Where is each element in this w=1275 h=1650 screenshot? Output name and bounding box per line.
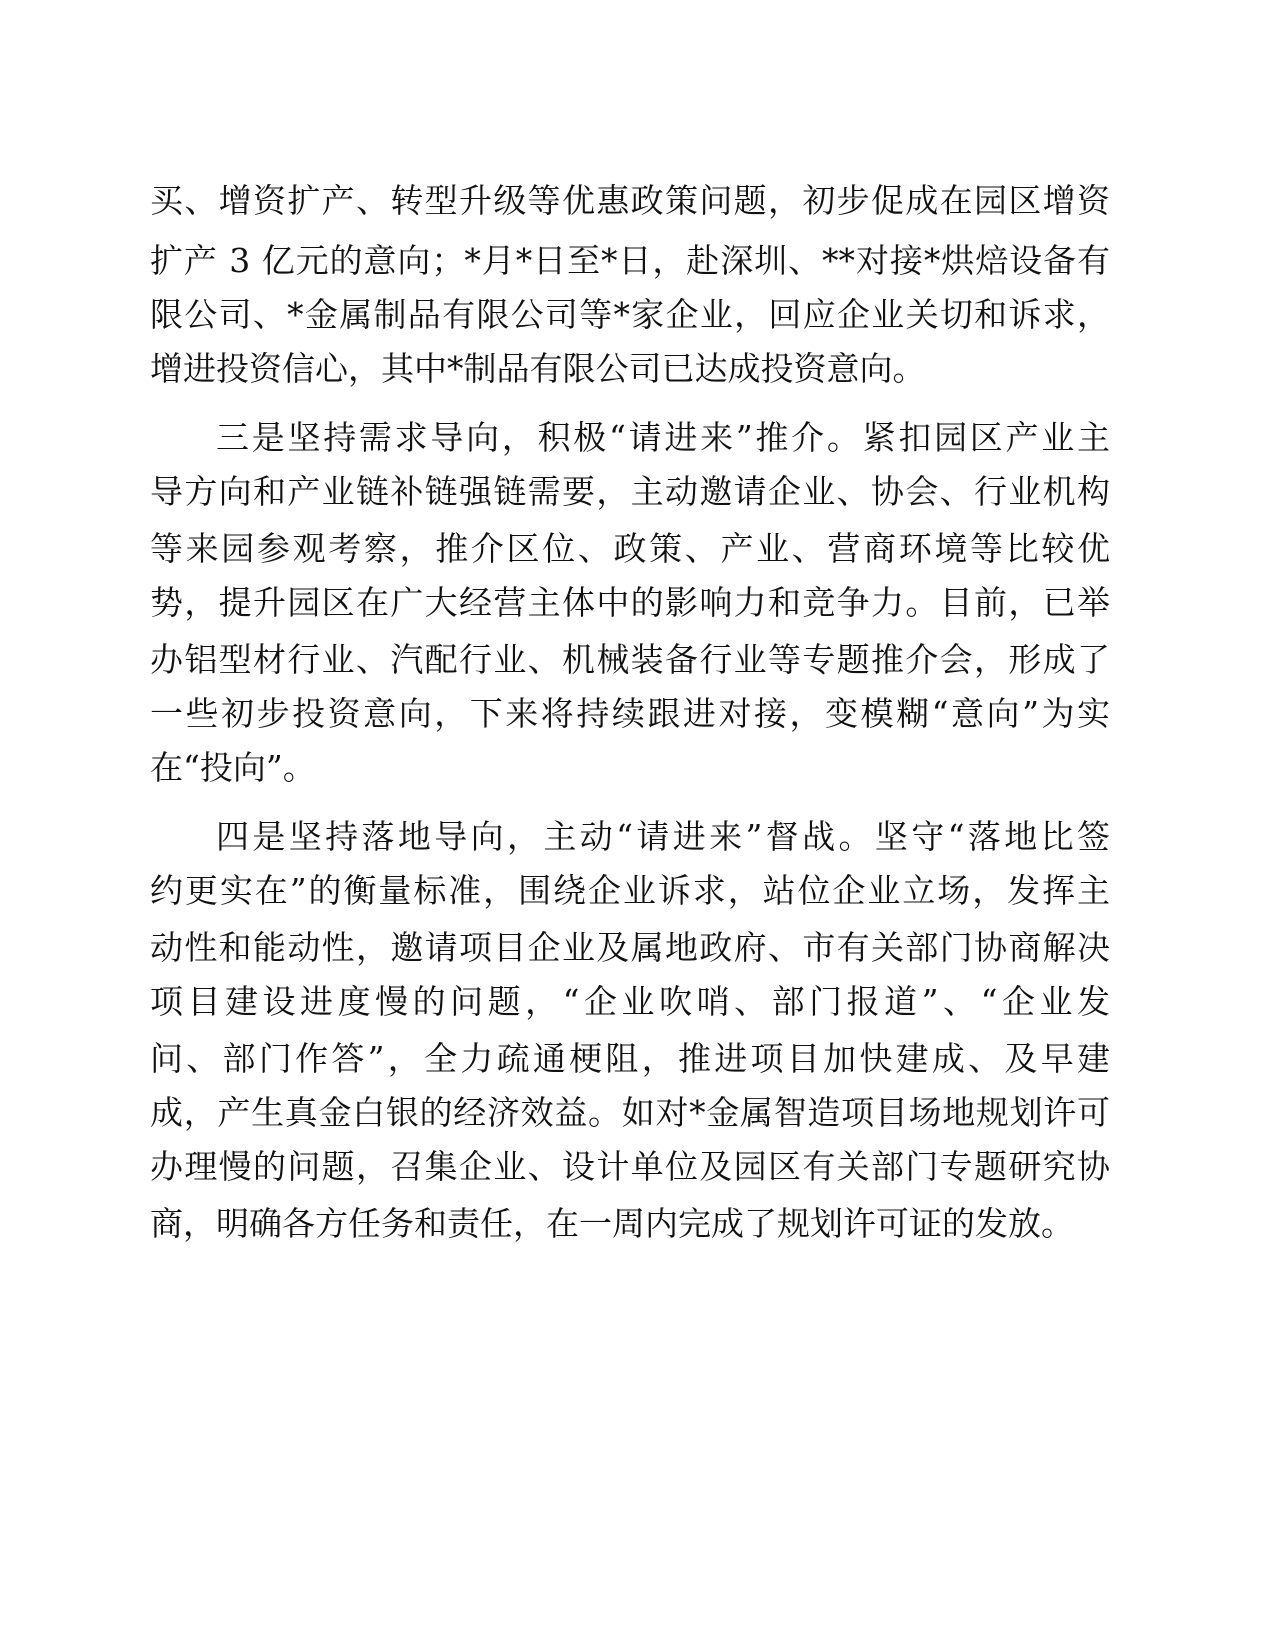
- paragraph-2-line-2: 导方向和产业链补链强链需要，主动邀请企业、协会、行业机构: [150, 472, 1110, 511]
- paragraph-2-line-6: 一些初步投资意向，下来将持续跟进对接，变模糊“意向”为实: [150, 694, 1110, 733]
- paragraph-1-line-1: 买、增资扩产、转型升级等优惠政策问题，初步促成在园区增资: [150, 181, 1110, 220]
- paragraph-3-line-1: 四是坚持落地导向，主动“请进来”督战。坚守“落地比签: [216, 817, 1110, 856]
- paragraph-2-line-7: 在“投向”。: [150, 748, 316, 787]
- paragraph-3-line-6: 成，产生真金白银的经济效益。如对*金属智造项目场地规划许可: [150, 1093, 1110, 1132]
- paragraph-2-line-3: 等来园参观考察，推介区位、政策、产业、营商环境等比较优: [150, 529, 1110, 568]
- paragraph-3-line-7: 办理慢的问题，召集企业、设计单位及园区有关部门专题研究协: [150, 1147, 1110, 1186]
- paragraph-2-line-4: 势，提升园区在广大经营主体中的影响力和竞争力。目前，已举: [150, 583, 1110, 622]
- paragraph-2-line-1: 三是坚持需求导向，积极“请进来”推介。紧扣园区产业主: [216, 418, 1110, 457]
- paragraph-2-line-5: 办铝型材行业、汽配行业、机械装备行业等专题推介会，形成了: [150, 640, 1110, 679]
- paragraph-3-line-8: 商，明确各方任务和责任，在一周内完成了规划许可证的发放。: [150, 1204, 1074, 1243]
- paragraph-3-line-5: 问、部门作答”，全力疏通梗阻，推进项目加快建成、及早建: [150, 1039, 1110, 1078]
- paragraph-3-line-3: 动性和能动性，邀请项目企业及属地政府、市有关部门协商解决: [150, 928, 1110, 967]
- paragraph-1-line-2: 扩产 3 亿元的意向；*月*日至*日，赴深圳、**对接*烘焙设备有: [150, 241, 1110, 280]
- paragraph-3-line-4: 项目建设进度慢的问题，“企业吹哨、部门报道”、“企业发: [150, 982, 1110, 1021]
- paragraph-1-line-3: 限公司、*金属制品有限公司等*家企业，回应企业关切和诉求，: [150, 295, 1110, 334]
- paragraph-1-line-4: 增进投资信心，其中*制品有限公司已达成投资意向。: [150, 349, 926, 388]
- paragraph-3-line-2: 约更实在”的衡量标准，围绕企业诉求，站位企业立场，发挥主: [150, 871, 1110, 910]
